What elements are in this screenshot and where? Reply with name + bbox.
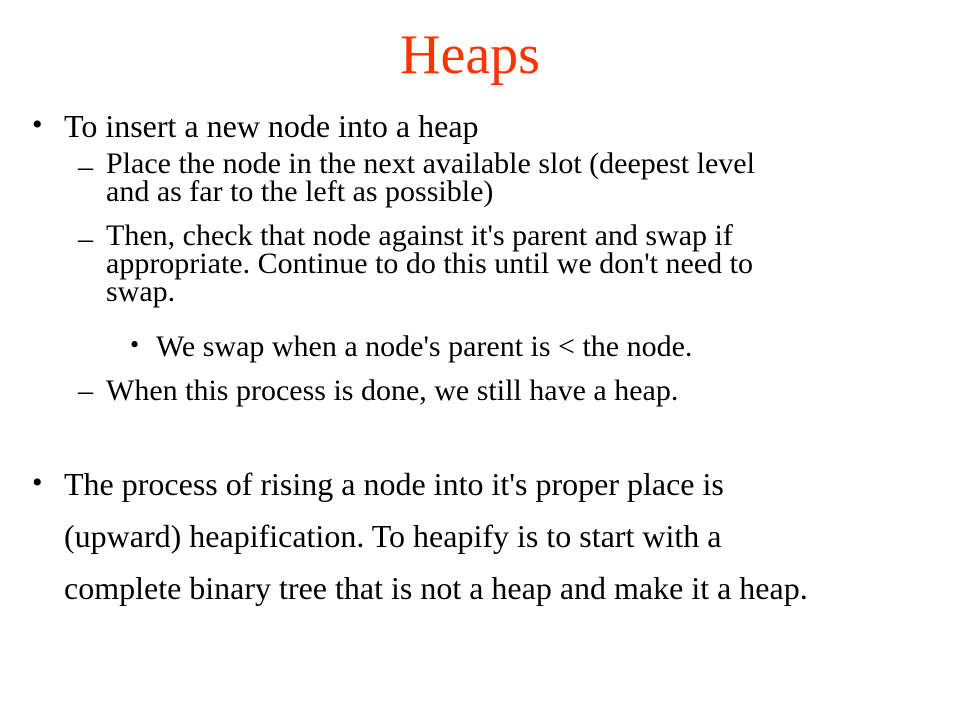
- sub-bullet-1-line-1: Place the node in the next available slot (deepest level: [106, 147, 755, 180]
- bullet-2-line-1: The process of rising a node into it's proper place is: [64, 466, 724, 502]
- dash-marker: –: [78, 222, 93, 255]
- bullet-marker: •: [130, 330, 140, 359]
- sub-bullet-2: [106, 219, 753, 308]
- sub-sub-bullet-1: We swap when a node's parent is < the node.: [156, 330, 693, 363]
- dash-marker: –: [78, 150, 93, 183]
- slide-title: Heaps: [400, 24, 540, 86]
- sub-bullet-2-line-1: Then, check that node against it's parent and swap if: [106, 219, 733, 252]
- bullet-marker: •: [32, 466, 43, 499]
- sub-bullet-2-line-3: swap.: [106, 275, 176, 308]
- sub-bullet-1-line-2: and as far to the left as possible): [106, 175, 494, 208]
- bullet-2-line-3: complete binary tree that is not a heap and make it a heap.: [64, 570, 808, 606]
- bullet-1-text: To insert a new node into a heap: [64, 108, 479, 144]
- bullet-marker: •: [32, 108, 43, 141]
- bullet-2-line-2: (upward) heapification. To heapify is to start with a: [64, 518, 722, 554]
- sub-bullet-3: When this process is done, we still have a heap.: [106, 374, 679, 407]
- dash-marker: –: [78, 374, 93, 407]
- sub-bullet-2-line-2: appropriate. Continue to do this until we don't need to: [106, 247, 753, 280]
- sub-bullet-1: [106, 147, 755, 208]
